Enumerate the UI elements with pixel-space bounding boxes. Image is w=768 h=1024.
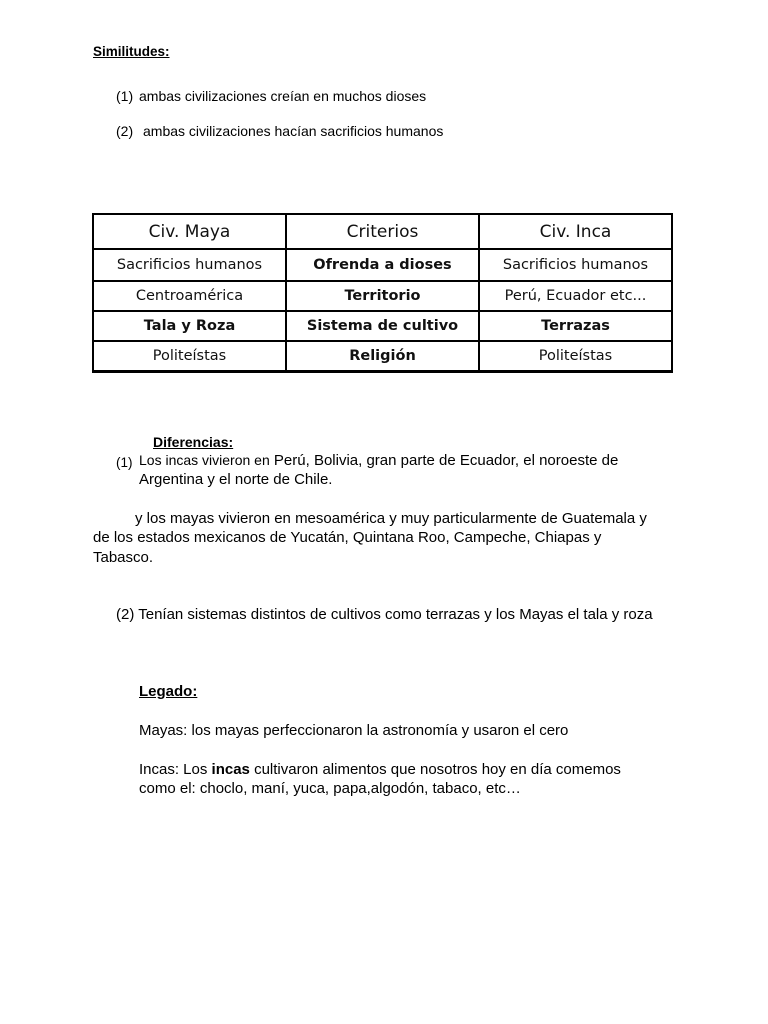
diferencias-mayas-line-2: de los estados mexicanos de Yucatán, Quintana Roo, Campeche, Chiapas y [93, 529, 602, 546]
diferencias-item-2: (2) Tenían sistemas distintos de cultivos como terrazas y los Mayas el tala y roza [116, 606, 653, 623]
table-cell: Religión [286, 341, 479, 372]
similitudes-item-1-number: (1) [116, 88, 134, 104]
diferencias-item-1-rest: Perú, Bolivia, gran parte de Ecuador, el noroeste de [273, 452, 619, 469]
comparison-table [92, 213, 673, 373]
diferencias-item-1-number: (1) [116, 455, 133, 470]
diferencias-item-1-lead: Los incas vivieron en [139, 452, 270, 468]
legado-incas-prefix: Incas: Los [139, 761, 212, 778]
table-cell: Territorio [286, 281, 479, 311]
table-cell: Sistema de cultivo [286, 311, 479, 341]
similitudes-heading: Similitudes: [93, 44, 170, 59]
table-cell: Ofrenda a dioses [286, 249, 479, 281]
legado-mayas: Mayas: los mayas perfeccionaron la astronomía y usaron el cero [139, 722, 569, 739]
legado-incas-line-1 [139, 761, 621, 778]
table-header-cell: Criterios [286, 214, 479, 249]
diferencias-mayas-line-1: y los mayas vivieron en mesoamérica y muy particularmente de Guatemala y [135, 510, 647, 527]
table-row [93, 341, 672, 372]
table-cell: Sacrificios humanos [93, 249, 286, 281]
table-header-cell: Civ. Inca [479, 214, 672, 249]
table-row [93, 281, 672, 311]
diferencias-item-1-line-2: Argentina y el norte de Chile. [139, 471, 333, 488]
table-row [93, 249, 672, 281]
table-cell: Perú, Ecuador etc... [479, 281, 672, 311]
table-header-cell: Civ. Maya [93, 214, 286, 249]
table-cell: Terrazas [479, 311, 672, 341]
similitudes-item-1-text: ambas civilizaciones creían en muchos dioses [139, 88, 427, 104]
legado-incas-suffix: cultivaron alimentos que nosotros hoy en día comemos [249, 761, 621, 778]
legado-incas-bold: incas [211, 761, 250, 778]
table-cell: Sacrificios humanos [479, 249, 672, 281]
table-row [93, 311, 672, 341]
similitudes-item-2-text: ambas civilizaciones hacían sacrificios humanos [143, 123, 444, 139]
legado-incas-line-2: como el: choclo, maní, yuca, papa,algodón, tabaco, etc… [139, 780, 521, 797]
diferencias-heading: Diferencias: [153, 434, 234, 450]
table-header-row [93, 214, 672, 249]
table-cell: Centroamérica [93, 281, 286, 311]
legado-heading: Legado: [139, 683, 198, 700]
diferencias-mayas-line-3: Tabasco. [93, 549, 154, 566]
table-cell: Politeístas [479, 341, 672, 372]
diferencias-item-1-line-1 [139, 452, 618, 469]
similitudes-item-2-number: (2) [116, 123, 134, 139]
table-cell: Tala y Roza [93, 311, 286, 341]
table-cell: Politeístas [93, 341, 286, 372]
